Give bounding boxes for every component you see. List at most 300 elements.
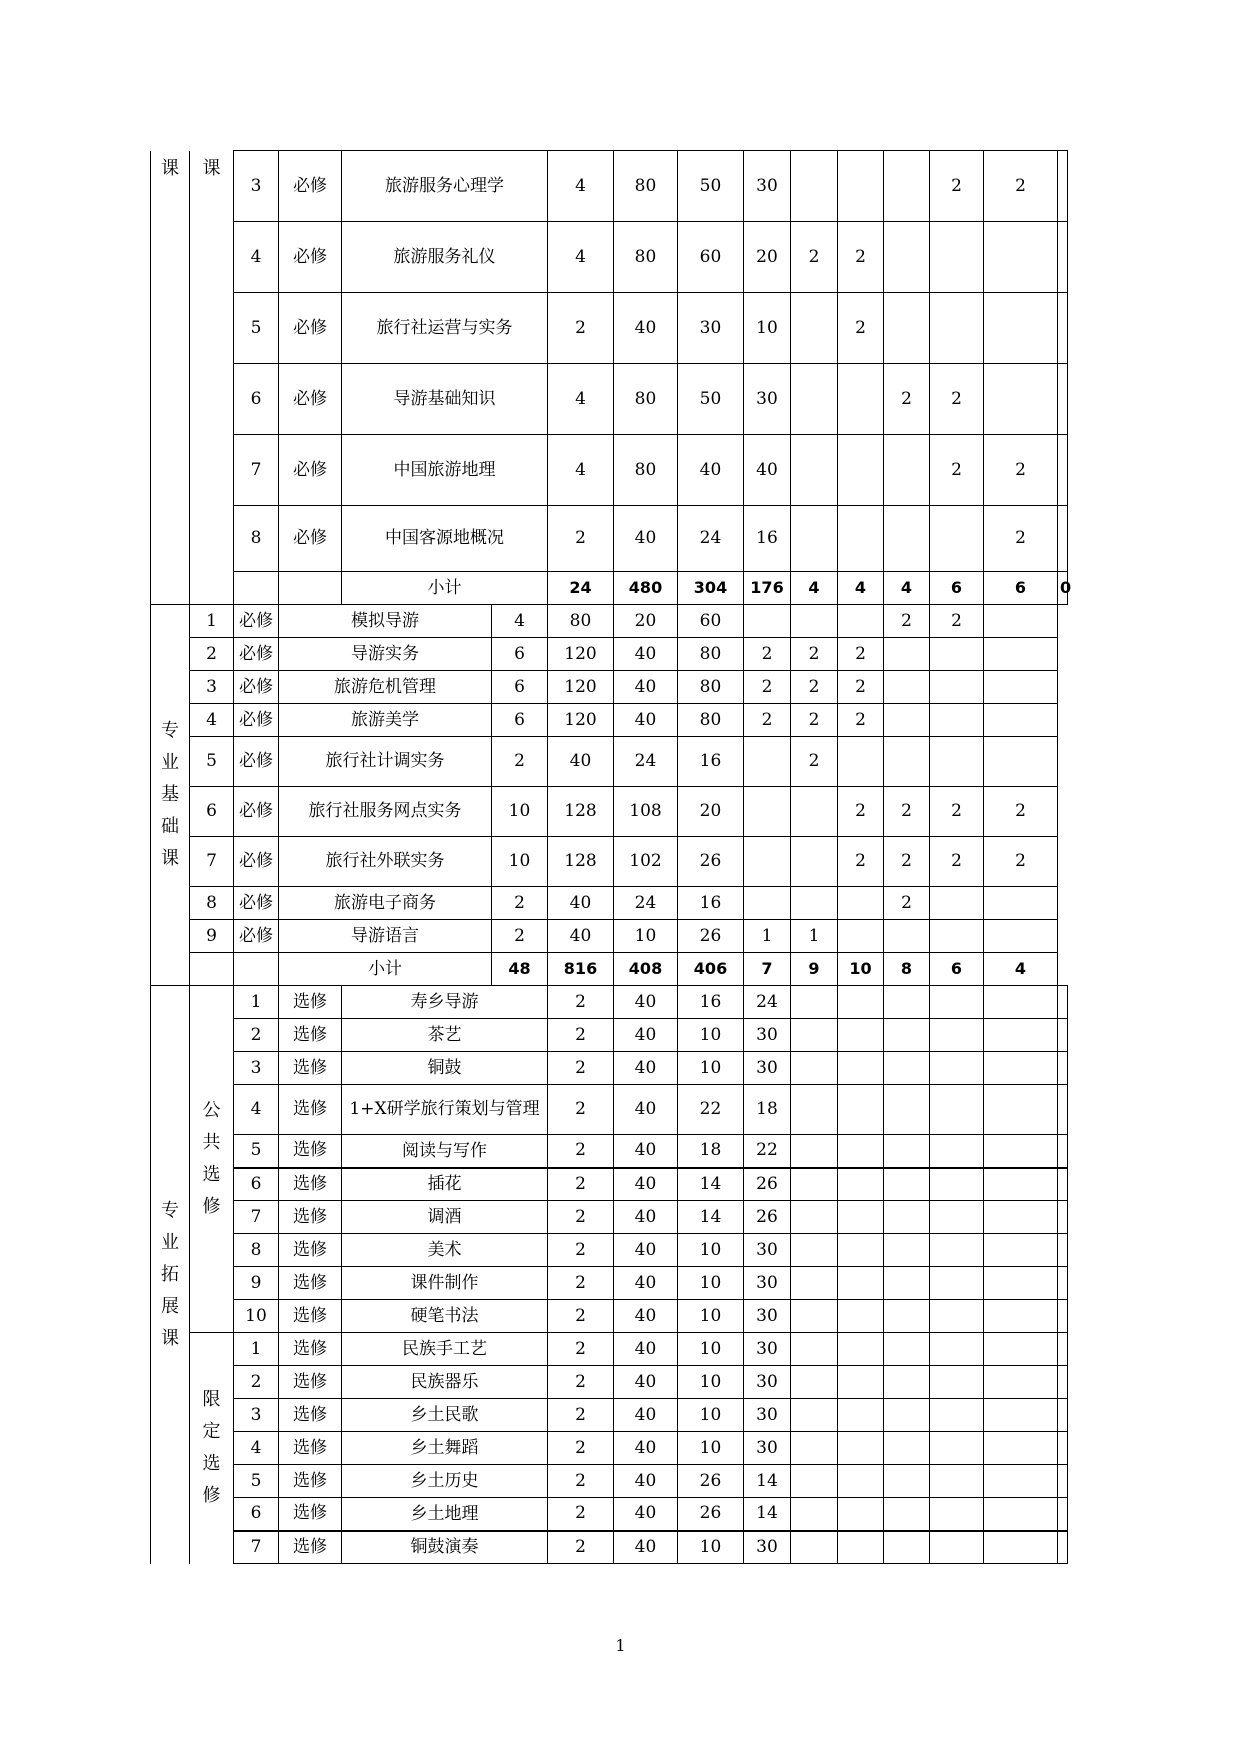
table-cell: 9 <box>190 920 234 953</box>
table-cell: 30 <box>744 1531 791 1564</box>
table-cell: 选修 <box>279 1019 342 1052</box>
table-cell <box>884 1135 930 1168</box>
table-cell: 40 <box>614 1168 678 1201</box>
table-cell <box>884 506 930 572</box>
table-cell: 4 <box>548 435 614 506</box>
table-cell <box>1058 1267 1068 1300</box>
subtotal-cell: 8 <box>884 953 930 986</box>
table-cell <box>984 1234 1058 1267</box>
table-cell: 10 <box>678 1531 744 1564</box>
table-cell: 7 <box>190 837 234 887</box>
table-cell <box>838 986 884 1019</box>
table-cell <box>930 1052 984 1085</box>
table-cell: 2 <box>838 671 884 704</box>
table-cell <box>791 435 838 506</box>
table-cell <box>1058 1168 1068 1201</box>
course-name: 1+X研学旅行策划与管理 <box>342 1085 548 1135</box>
table-cell <box>1058 1531 1068 1564</box>
course-name: 民族器乐 <box>342 1366 548 1399</box>
table-row <box>151 704 1068 737</box>
table-cell: 26 <box>678 1465 744 1498</box>
category-char: 展 <box>161 1295 179 1317</box>
table-cell <box>838 1201 884 1234</box>
course-name: 模拟导游 <box>279 605 492 638</box>
table-cell: 80 <box>614 435 678 506</box>
table-cell: 80 <box>614 222 678 293</box>
table-cell: 40 <box>614 1366 678 1399</box>
table-cell <box>1058 435 1068 506</box>
table-cell: 2 <box>884 787 930 837</box>
table-cell <box>838 1333 884 1366</box>
table-cell <box>1058 1052 1068 1085</box>
table-cell: 30 <box>744 1234 791 1267</box>
table-cell: 4 <box>548 222 614 293</box>
table-cell: 80 <box>614 364 678 435</box>
table-cell: 40 <box>614 1135 678 1168</box>
category-char: 拓 <box>161 1263 179 1285</box>
table-cell: 4 <box>548 364 614 435</box>
table-cell <box>884 1498 930 1531</box>
table-cell: 22 <box>744 1135 791 1168</box>
subtotal-cell: 7 <box>744 953 791 986</box>
table-cell <box>930 1085 984 1135</box>
table-cell: 2 <box>548 1019 614 1052</box>
table-cell: 40 <box>614 1300 678 1333</box>
table-cell: 9 <box>234 1267 279 1300</box>
table-cell <box>838 364 884 435</box>
table-cell: 2 <box>791 737 838 787</box>
subtotal-cell <box>234 572 279 605</box>
table-cell: 2 <box>548 1052 614 1085</box>
table-cell: 8 <box>234 506 279 572</box>
table-cell: 选修 <box>279 1300 342 1333</box>
table-row <box>151 1432 1068 1465</box>
table-cell <box>744 787 791 837</box>
table-cell <box>884 1531 930 1564</box>
table-cell: 10 <box>678 1300 744 1333</box>
course-name: 旅游服务心理学 <box>342 151 548 222</box>
table-cell <box>930 1201 984 1234</box>
subtotal-cell: 4 <box>984 953 1058 986</box>
table-cell: 40 <box>614 1234 678 1267</box>
table-row <box>151 222 1068 293</box>
table-cell <box>984 222 1058 293</box>
course-name: 硬笔书法 <box>342 1300 548 1333</box>
category-professional-basic <box>151 605 190 986</box>
table-cell <box>984 1135 1058 1168</box>
table-cell <box>791 986 838 1019</box>
category-char: 修 <box>202 1196 221 1217</box>
table-cell <box>884 1168 930 1201</box>
table-cell <box>930 1234 984 1267</box>
table-cell <box>930 986 984 1019</box>
category-char: 限 <box>202 1389 221 1411</box>
table-cell: 18 <box>678 1135 744 1168</box>
table-row <box>151 1085 1068 1135</box>
subtotal-cell: 9 <box>791 953 838 986</box>
course-name: 铜鼓 <box>342 1052 548 1085</box>
table-cell: 2 <box>548 1135 614 1168</box>
table-cell <box>1058 1465 1068 1498</box>
table-cell <box>791 605 838 638</box>
table-cell: 60 <box>678 605 744 638</box>
table-cell <box>984 671 1058 704</box>
course-name: 乡土舞蹈 <box>342 1432 548 1465</box>
table-cell: 4 <box>234 222 279 293</box>
table-cell <box>744 605 791 638</box>
table-cell: 30 <box>744 1399 791 1432</box>
table-cell: 40 <box>614 1085 678 1135</box>
table-cell <box>984 1498 1058 1531</box>
table-cell: 1 <box>234 1333 279 1366</box>
table-cell: 40 <box>614 293 678 364</box>
table-cell: 5 <box>234 293 279 364</box>
table-cell <box>1058 1333 1068 1366</box>
table-cell: 2 <box>791 671 838 704</box>
table-cell: 40 <box>614 1531 678 1564</box>
table-cell: 2 <box>548 1333 614 1366</box>
table-cell: 50 <box>678 364 744 435</box>
course-name: 旅行社服务网点实务 <box>279 787 492 837</box>
course-name: 阅读与写作 <box>342 1135 548 1168</box>
table-cell: 3 <box>234 1399 279 1432</box>
table-cell <box>1058 293 1068 364</box>
table-cell: 2 <box>930 605 984 638</box>
subtotal-cell: 6 <box>930 572 984 605</box>
table-cell <box>930 737 984 787</box>
table-cell: 选修 <box>279 1267 342 1300</box>
table-cell: 40 <box>548 737 614 787</box>
table-cell: 40 <box>548 920 614 953</box>
table-row <box>151 1531 1068 1564</box>
table-row <box>151 435 1068 506</box>
table-cell <box>984 1531 1058 1564</box>
table-cell: 1 <box>791 920 838 953</box>
table-cell <box>884 737 930 787</box>
table-cell: 2 <box>548 1432 614 1465</box>
table-cell: 选修 <box>279 1465 342 1498</box>
course-name: 茶艺 <box>342 1019 548 1052</box>
course-name: 中国客源地概况 <box>342 506 548 572</box>
table-cell: 4 <box>190 704 234 737</box>
table-cell <box>838 737 884 787</box>
table-cell: 10 <box>492 837 548 887</box>
table-cell: 7 <box>234 1531 279 1564</box>
table-cell <box>884 986 930 1019</box>
table-cell: 30 <box>678 293 744 364</box>
table-cell <box>930 222 984 293</box>
course-name: 导游语言 <box>279 920 492 953</box>
table-cell: 3 <box>234 151 279 222</box>
table-cell <box>838 1019 884 1052</box>
table-cell <box>744 737 791 787</box>
curriculum-table <box>150 150 1072 1564</box>
table-cell <box>1058 1300 1068 1333</box>
table-cell: 必修 <box>234 671 279 704</box>
table-cell <box>791 1135 838 1168</box>
page-number: 1 <box>615 1636 626 1655</box>
course-name: 乡土地理 <box>342 1498 548 1531</box>
table-cell: 30 <box>744 1333 791 1366</box>
subtotal-row <box>151 953 1068 986</box>
table-cell: 4 <box>234 1085 279 1135</box>
table-cell: 30 <box>744 1019 791 1052</box>
table-cell: 128 <box>548 787 614 837</box>
table-cell <box>930 1168 984 1201</box>
table-cell <box>791 1399 838 1432</box>
table-cell <box>838 887 884 920</box>
table-cell <box>1058 506 1068 572</box>
subtotal-cell <box>234 953 279 986</box>
table-cell <box>838 1531 884 1564</box>
table-cell: 必修 <box>234 887 279 920</box>
table-cell <box>744 887 791 920</box>
table-cell: 120 <box>548 671 614 704</box>
table-cell: 选修 <box>279 1333 342 1366</box>
table-cell <box>884 1019 930 1052</box>
course-name: 民族手工艺 <box>342 1333 548 1366</box>
table-cell: 10 <box>678 1399 744 1432</box>
table-cell: 5 <box>190 737 234 787</box>
category-char: 选 <box>202 1164 221 1185</box>
table-cell: 1 <box>190 605 234 638</box>
table-cell: 40 <box>548 887 614 920</box>
table-cell: 2 <box>744 638 791 671</box>
table-row <box>151 1498 1068 1531</box>
category-inner-continued: 课 <box>190 151 234 605</box>
category-char: 专 <box>161 720 179 741</box>
table-cell <box>1058 1019 1068 1052</box>
table-cell: 4 <box>234 1432 279 1465</box>
table-cell <box>838 1366 884 1399</box>
table-cell: 2 <box>548 1531 614 1564</box>
table-row <box>151 1234 1068 1267</box>
table-cell: 80 <box>614 151 678 222</box>
table-cell: 80 <box>678 704 744 737</box>
table-cell: 10 <box>678 1333 744 1366</box>
course-name: 中国旅游地理 <box>342 435 548 506</box>
table-cell <box>791 1168 838 1201</box>
table-cell <box>838 1432 884 1465</box>
table-cell: 16 <box>744 506 791 572</box>
category-char: 选 <box>202 1453 221 1475</box>
table-cell: 20 <box>678 787 744 837</box>
subtotal-cell: 4 <box>884 572 930 605</box>
table-row <box>151 293 1068 364</box>
table-cell: 选修 <box>279 1498 342 1531</box>
table-cell: 120 <box>548 704 614 737</box>
table-row <box>151 605 1068 638</box>
table-cell: 24 <box>614 887 678 920</box>
table-cell <box>1058 1432 1068 1465</box>
table-cell: 16 <box>678 737 744 787</box>
table-cell: 2 <box>548 506 614 572</box>
table-row <box>151 1333 1068 1366</box>
table-cell: 必修 <box>279 151 342 222</box>
table-cell <box>884 151 930 222</box>
table-cell <box>791 1465 838 1498</box>
table-cell: 2 <box>548 1300 614 1333</box>
table-cell <box>791 1300 838 1333</box>
table-cell: 40 <box>614 506 678 572</box>
table-cell <box>884 1267 930 1300</box>
table-cell: 必修 <box>279 435 342 506</box>
table-cell: 40 <box>614 704 678 737</box>
course-name: 插花 <box>342 1168 548 1201</box>
table-cell: 14 <box>744 1465 791 1498</box>
table-cell: 8 <box>234 1234 279 1267</box>
table-cell: 2 <box>984 435 1058 506</box>
subtotal-label: 小计 <box>342 572 548 605</box>
table-row <box>151 506 1068 572</box>
table-cell: 2 <box>838 293 884 364</box>
table-cell: 18 <box>744 1085 791 1135</box>
table-cell <box>1058 1399 1068 1432</box>
table-cell <box>1058 1135 1068 1168</box>
table-cell <box>791 1201 838 1234</box>
table-cell <box>930 1432 984 1465</box>
table-body <box>151 151 1072 1564</box>
table-cell: 必修 <box>234 704 279 737</box>
table-cell <box>884 222 930 293</box>
table-cell: 30 <box>744 1366 791 1399</box>
table-cell: 40 <box>614 1267 678 1300</box>
table-cell: 40 <box>744 435 791 506</box>
table-cell <box>984 1399 1058 1432</box>
table-cell: 40 <box>614 1399 678 1432</box>
table-cell: 30 <box>744 151 791 222</box>
table-cell: 必修 <box>234 787 279 837</box>
table-cell <box>884 1300 930 1333</box>
table-cell <box>1058 1234 1068 1267</box>
table-row <box>151 671 1068 704</box>
table-cell <box>791 1531 838 1564</box>
table-cell <box>838 1498 884 1531</box>
subtotal-cell: 0 <box>1058 572 1068 605</box>
category-public-elective <box>190 986 234 1333</box>
course-name: 旅行社计调实务 <box>279 737 492 787</box>
table-cell: 选修 <box>279 1399 342 1432</box>
subtotal-cell: 48 <box>492 953 548 986</box>
table-cell: 2 <box>744 671 791 704</box>
table-cell <box>930 1333 984 1366</box>
table-row <box>151 1168 1068 1201</box>
table-cell: 5 <box>234 1135 279 1168</box>
table-cell <box>984 887 1058 920</box>
table-cell: 6 <box>492 704 548 737</box>
category-char: 课 <box>161 848 179 869</box>
table-cell: 4 <box>492 605 548 638</box>
table-cell: 40 <box>614 1052 678 1085</box>
table-cell <box>930 1531 984 1564</box>
table-cell: 2 <box>234 1019 279 1052</box>
subtotal-cell: 406 <box>678 953 744 986</box>
table-cell <box>838 506 884 572</box>
table-cell: 108 <box>614 787 678 837</box>
table-cell: 6 <box>234 364 279 435</box>
table-cell: 30 <box>744 1432 791 1465</box>
table-cell: 2 <box>838 222 884 293</box>
table-cell: 60 <box>678 222 744 293</box>
table-cell: 30 <box>744 364 791 435</box>
subtotal-cell: 4 <box>791 572 838 605</box>
table-cell <box>838 1168 884 1201</box>
course-name: 旅行社运营与实务 <box>342 293 548 364</box>
table-cell <box>838 151 884 222</box>
course-name: 寿乡导游 <box>342 986 548 1019</box>
table-cell: 1 <box>744 920 791 953</box>
table-cell <box>791 293 838 364</box>
table-cell <box>838 1135 884 1168</box>
table-cell: 26 <box>678 1498 744 1531</box>
table-row <box>151 1399 1068 1432</box>
table-cell <box>884 1366 930 1399</box>
table-row <box>151 1465 1068 1498</box>
table-cell <box>884 1085 930 1135</box>
table-cell <box>984 1019 1058 1052</box>
table-cell <box>791 1333 838 1366</box>
table-cell: 2 <box>884 605 930 638</box>
table-cell: 10 <box>678 1234 744 1267</box>
course-name: 旅游服务礼仪 <box>342 222 548 293</box>
table-cell <box>884 1432 930 1465</box>
table-cell: 30 <box>744 1052 791 1085</box>
table-cell: 30 <box>744 1300 791 1333</box>
table-cell: 2 <box>548 1498 614 1531</box>
table-cell <box>791 1019 838 1052</box>
table-cell: 26 <box>678 837 744 887</box>
table-cell <box>884 1465 930 1498</box>
table-cell <box>984 1432 1058 1465</box>
table-cell: 7 <box>234 1201 279 1234</box>
table-cell <box>984 737 1058 787</box>
table-cell: 10 <box>614 920 678 953</box>
table-cell: 128 <box>548 837 614 887</box>
table-cell: 80 <box>548 605 614 638</box>
table-row <box>151 364 1068 435</box>
category-char: 础 <box>161 816 179 837</box>
table-cell: 6 <box>492 671 548 704</box>
table-cell: 2 <box>190 638 234 671</box>
table-row <box>151 986 1068 1019</box>
table-cell <box>791 364 838 435</box>
subtotal-cell: 10 <box>838 953 884 986</box>
table-cell: 10 <box>492 787 548 837</box>
course-name: 乡土历史 <box>342 1465 548 1498</box>
table-cell <box>984 1267 1058 1300</box>
table-cell <box>1058 986 1068 1019</box>
category-char: 课 <box>161 1327 179 1349</box>
subtotal-label: 小计 <box>279 953 492 986</box>
table-cell <box>930 1498 984 1531</box>
subtotal-cell: 6 <box>984 572 1058 605</box>
table-cell <box>984 1300 1058 1333</box>
table-cell <box>791 151 838 222</box>
table-cell: 2 <box>884 364 930 435</box>
subtotal-cell: 480 <box>614 572 678 605</box>
table-row <box>151 737 1068 787</box>
course-name: 旅游电子商务 <box>279 887 492 920</box>
subtotal-cell: 4 <box>838 572 884 605</box>
category-char: 业 <box>161 752 179 773</box>
table-cell <box>930 506 984 572</box>
table-cell <box>930 1135 984 1168</box>
table-cell: 3 <box>190 671 234 704</box>
table-cell: 2 <box>492 737 548 787</box>
table-cell: 必修 <box>234 920 279 953</box>
table-cell <box>838 1267 884 1300</box>
table-row <box>151 638 1068 671</box>
